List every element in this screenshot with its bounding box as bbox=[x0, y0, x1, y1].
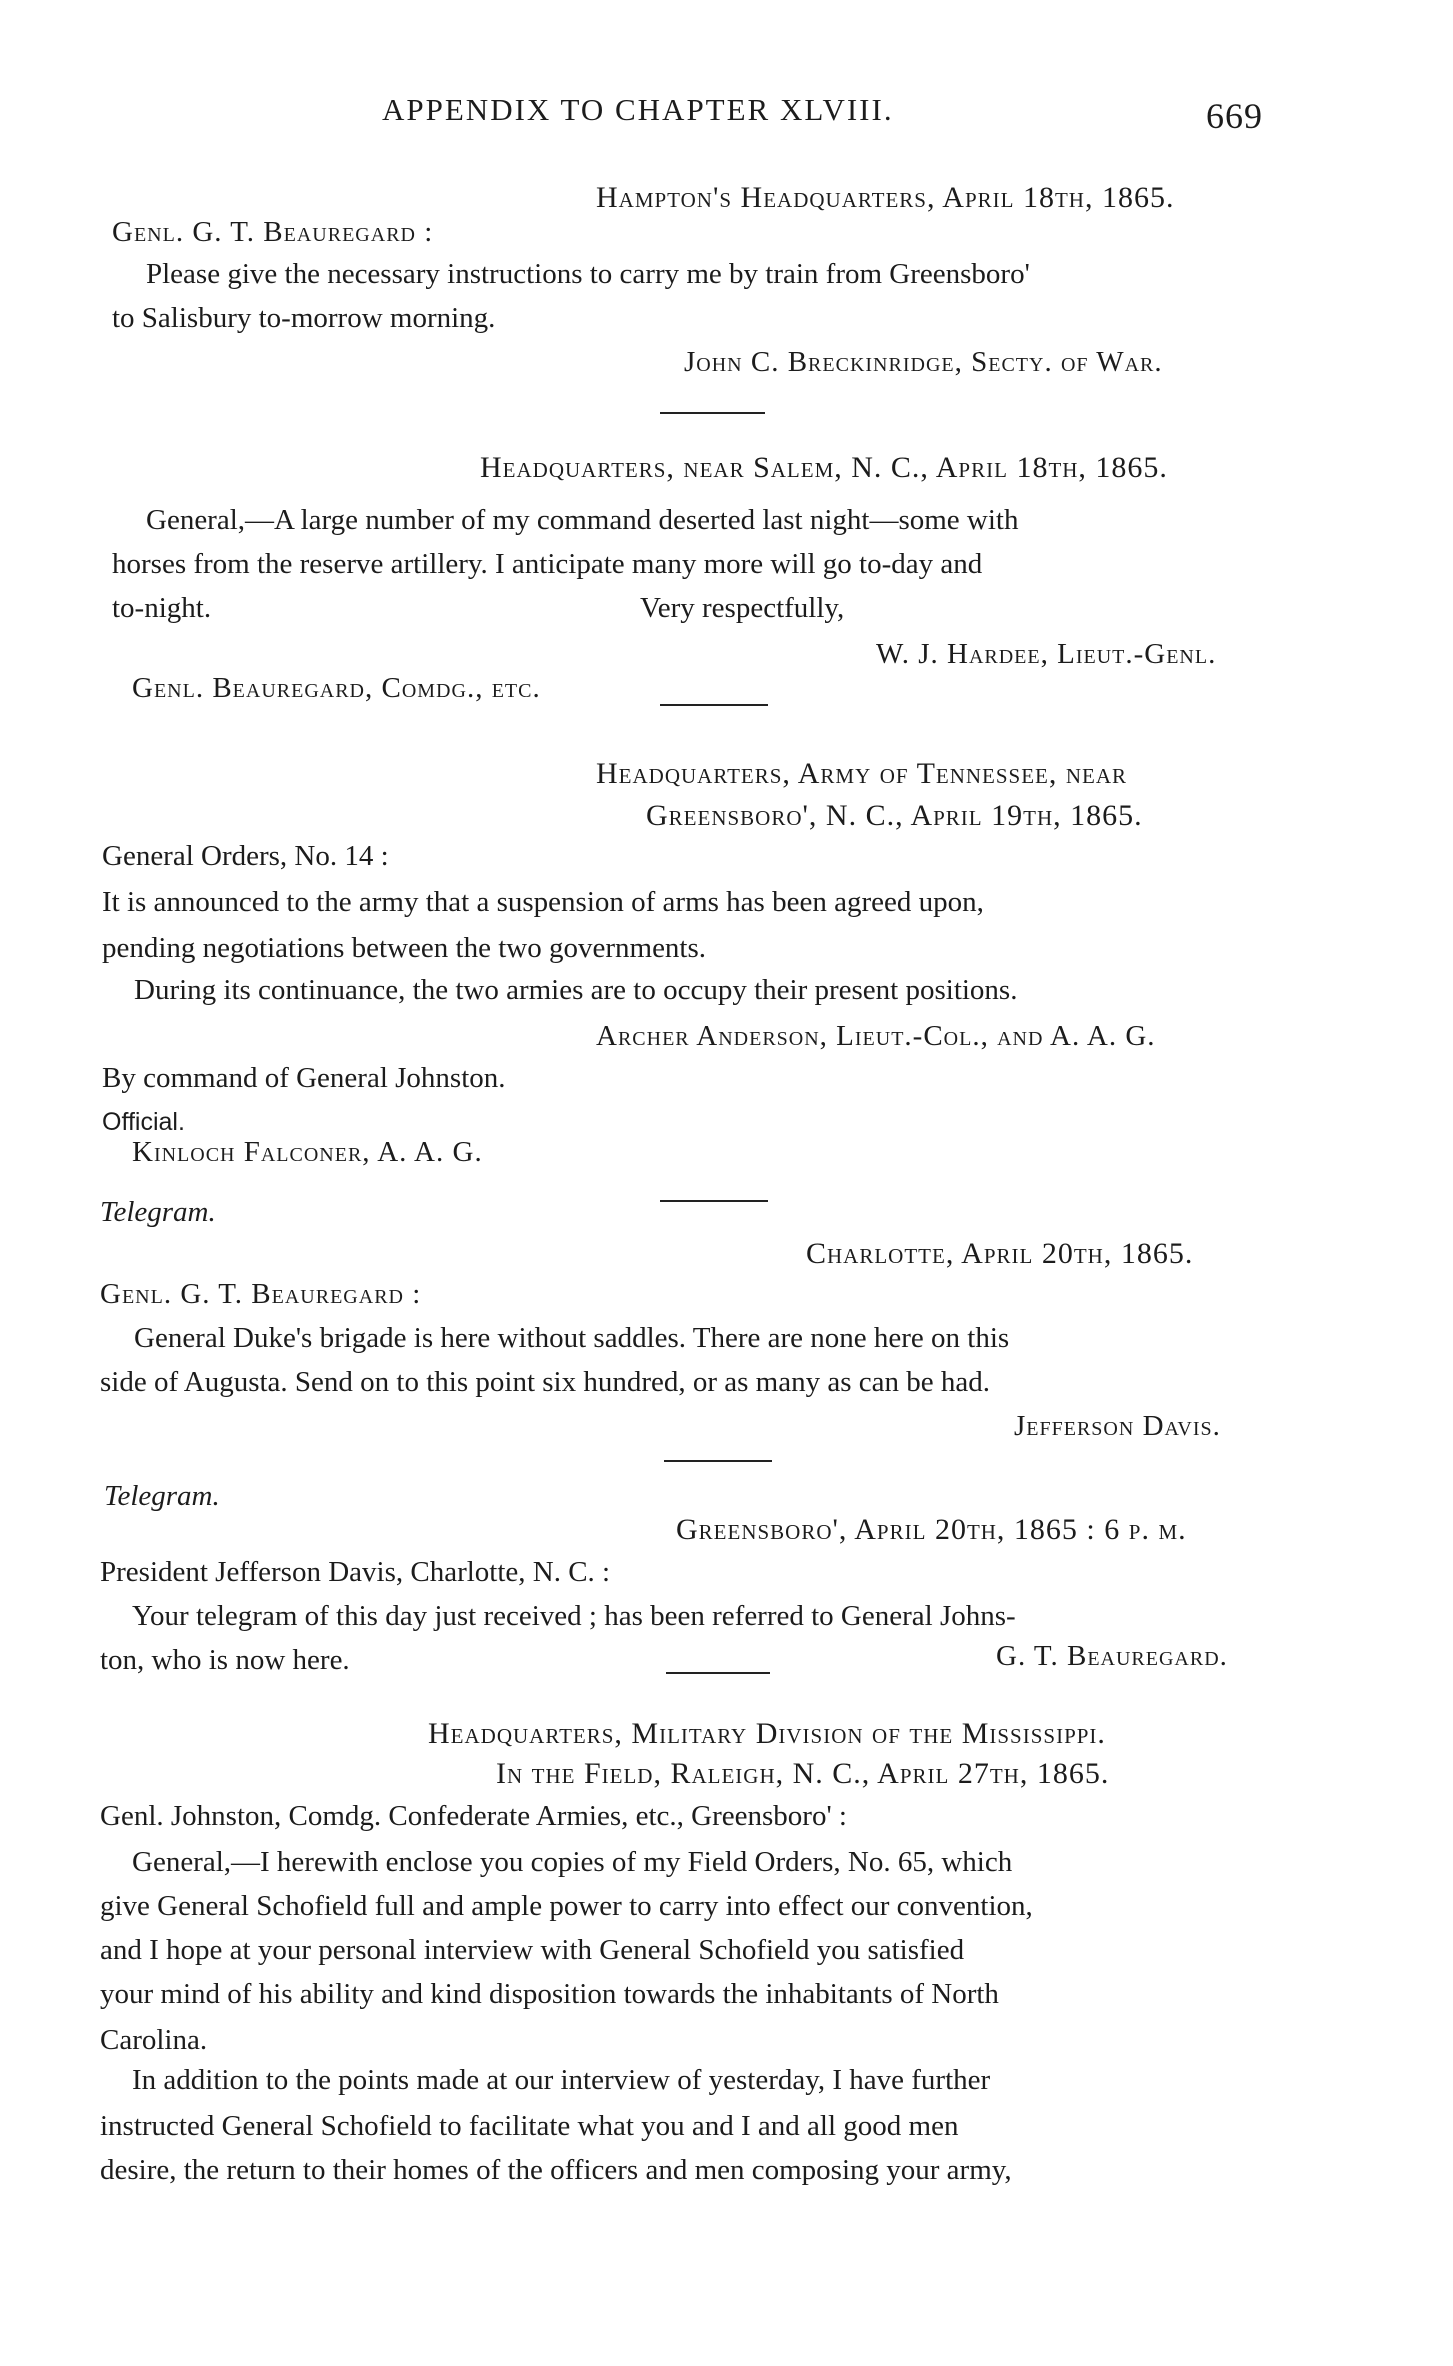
letter-6-heading-line-2: In the Field, Raleigh, N. C., April 27th, 1865. bbox=[496, 1757, 1110, 1790]
letter-2-body-line-1: General,—A large number of my command deserted last night—some with bbox=[146, 504, 1019, 536]
letter-5-heading: Greensboro', April 20th, 1865 : 6 p. m. bbox=[676, 1513, 1187, 1546]
letter-4-body-line-2: side of Augusta. Send on to this point six hundred, or as many as can be had. bbox=[100, 1366, 991, 1398]
letter-2-body-line-3: to-night. bbox=[112, 592, 212, 624]
letter-3-official-label: Official. bbox=[102, 1108, 185, 1136]
page-number: 669 bbox=[1206, 96, 1263, 136]
letter-1-salutation: Genl. G. T. Beauregard : bbox=[112, 216, 434, 248]
letter-6-body-line-3: and I hope at your personal interview with General Schofield you satisfied bbox=[100, 1934, 965, 1966]
letter-3-body-line-3: During its continuance, the two armies are to occupy their present positions. bbox=[134, 974, 1018, 1006]
letter-1-body-line-2: to Salisbury to-morrow morning. bbox=[112, 302, 496, 334]
letter-6-body-line-5: Carolina. bbox=[100, 2024, 208, 2056]
letter-2-closing: Very respectfully, bbox=[640, 592, 845, 624]
letter-4-body-line-1: General Duke's brigade is here without saddles. There are none here on this bbox=[134, 1322, 1010, 1354]
letter-5-body-line-1: Your telegram of this day just received ; has been referred to General Johns- bbox=[132, 1600, 1016, 1632]
letter-3-salutation: General Orders, No. 14 : bbox=[102, 840, 389, 872]
letter-4-heading: Charlotte, April 20th, 1865. bbox=[806, 1237, 1194, 1270]
letter-6-heading-line-1: Headquarters, Military Division of the Mississippi. bbox=[428, 1717, 1106, 1750]
letter-3-heading-line-1: Headquarters, Army of Tennessee, near bbox=[596, 757, 1128, 790]
letter-6-body-line-6: In addition to the points made at our interview of yesterday, I have further bbox=[132, 2064, 991, 2096]
letter-3-body-line-2: pending negotiations between the two governments. bbox=[102, 932, 707, 964]
letter-2-body-line-2: horses from the reserve artillery. I anticipate many more will go to-day and bbox=[112, 548, 983, 580]
letter-2-heading: Headquarters, near Salem, N. C., April 18th, 1865. bbox=[480, 451, 1168, 484]
letter-2-signature: W. J. Hardee, Lieut.-Genl. bbox=[876, 638, 1217, 670]
letter-6-body-line-2: give General Schofield full and ample power to carry into effect our convention, bbox=[100, 1890, 1033, 1922]
section-divider bbox=[660, 704, 768, 706]
letter-4-signature: Jefferson Davis. bbox=[1014, 1410, 1221, 1442]
letter-6-salutation: Genl. Johnston, Comdg. Confederate Armies, etc., Greensboro' : bbox=[100, 1800, 847, 1832]
letter-2-addressee: Genl. Beauregard, Comdg., etc. bbox=[132, 672, 541, 704]
letter-4-salutation: Genl. G. T. Beauregard : bbox=[100, 1278, 422, 1310]
letter-4-label: Telegram. bbox=[100, 1196, 216, 1228]
letter-3-official-signature: Kinloch Falconer, A. A. G. bbox=[132, 1136, 483, 1168]
letter-1-heading: Hampton's Headquarters, April 18th, 1865. bbox=[596, 181, 1175, 214]
letter-3-body-line-1: It is announced to the army that a suspension of arms has been agreed upon, bbox=[102, 886, 984, 918]
running-title: APPENDIX TO CHAPTER XLVIII. bbox=[382, 92, 894, 127]
letter-5-salutation: President Jefferson Davis, Charlotte, N. C. : bbox=[100, 1556, 611, 1588]
letter-6-body-line-8: desire, the return to their homes of the officers and men composing your army, bbox=[100, 2154, 1012, 2186]
letter-3-heading-line-2: Greensboro', N. C., April 19th, 1865. bbox=[646, 799, 1143, 832]
letter-3-by-command: By command of General Johnston. bbox=[102, 1062, 506, 1094]
section-divider bbox=[664, 1460, 772, 1462]
section-divider bbox=[660, 1200, 768, 1202]
letter-5-label: Telegram. bbox=[104, 1480, 220, 1512]
letter-1-signature: John C. Breckinridge, Secty. of War. bbox=[684, 346, 1163, 378]
letter-1-body-line-1: Please give the necessary instructions to carry me by train from Greensboro' bbox=[146, 258, 1030, 290]
section-divider bbox=[660, 412, 765, 414]
letter-5-signature: G. T. Beauregard. bbox=[996, 1640, 1228, 1672]
letter-6-body-line-4: your mind of his ability and kind disposition towards the inhabitants of North bbox=[100, 1978, 999, 2010]
letter-6-body-line-7: instructed General Schofield to facilitate what you and I and all good men bbox=[100, 2110, 959, 2142]
section-divider bbox=[666, 1672, 770, 1674]
letter-3-signature: Archer Anderson, Lieut.-Col., and A. A. G. bbox=[596, 1020, 1156, 1052]
letter-5-body-line-2: ton, who is now here. bbox=[100, 1644, 350, 1676]
letter-6-body-line-1: General,—I herewith enclose you copies of my Field Orders, No. 65, which bbox=[132, 1846, 1013, 1878]
